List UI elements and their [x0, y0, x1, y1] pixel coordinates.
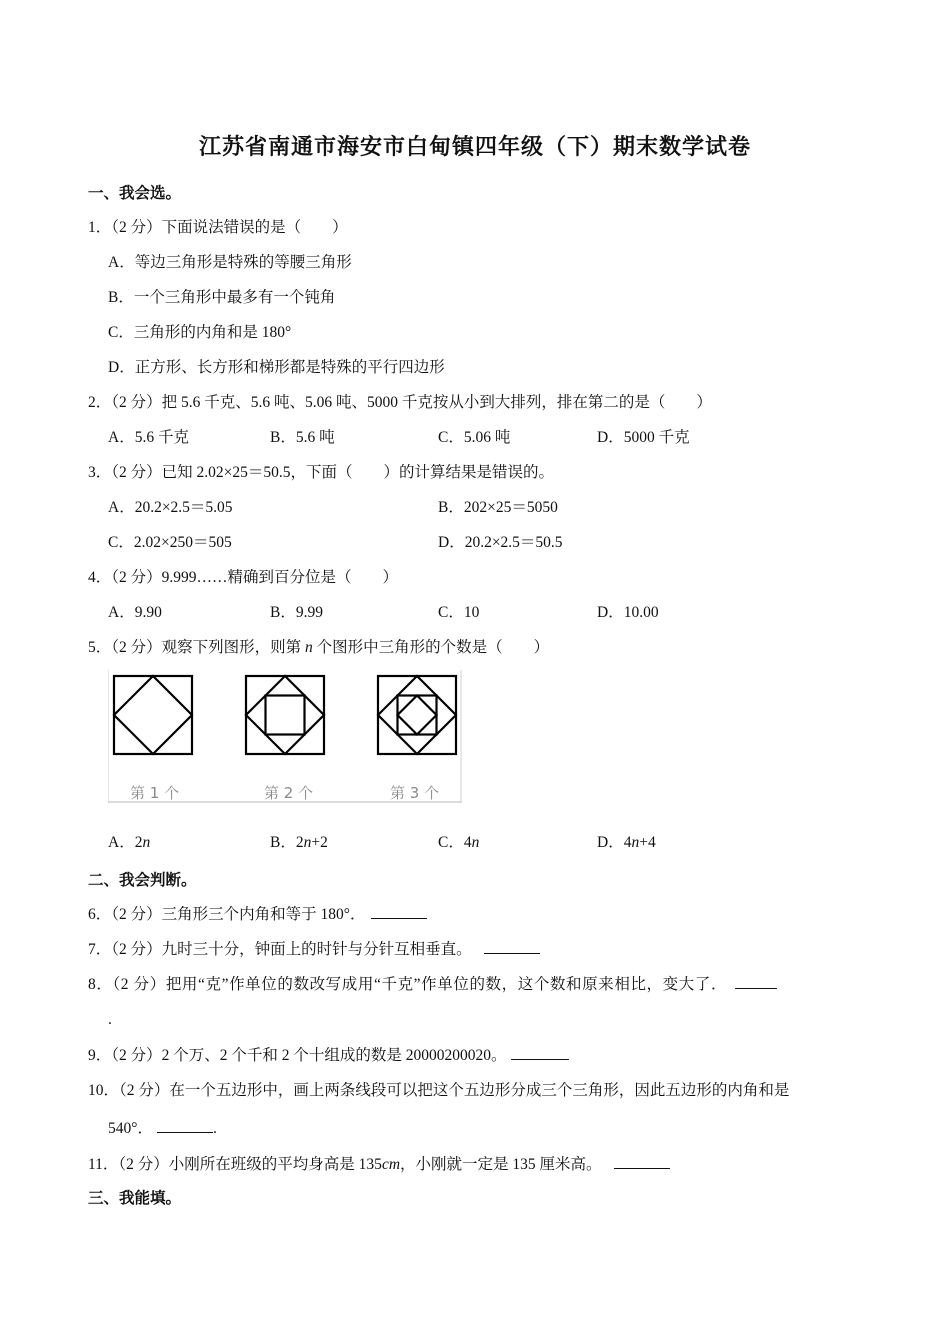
answer-blank[interactable]: [614, 1154, 670, 1169]
answer-blank[interactable]: [511, 1045, 569, 1060]
nested-squares-figure: [108, 670, 462, 804]
question-2-option-a: A．5.6 千克: [108, 429, 189, 446]
question-5-option-c: C．4n: [438, 834, 480, 851]
question-4-option-a: A．9.90: [108, 604, 162, 621]
question-3-option-d: D．20.2×2.5＝50.5: [438, 534, 563, 551]
question-1-stem: 1．（2 分）下面说法错误的是（ ）: [88, 219, 348, 236]
section-heading-judge: 二、我会判断。: [88, 872, 197, 889]
figure-label-1: 第 1 个: [130, 784, 180, 802]
page-title: 江苏省南通市海安市白甸镇四年级（下）期末数学试卷: [198, 134, 751, 159]
question-1-option-c: C．三角形的内角和是 180°: [108, 324, 292, 341]
question-3-option-a: A．20.2×2.5＝5.05: [108, 499, 233, 516]
question-8: 8．（2 分）把用“克”作单位的数改写成用“千克”作单位的数，这个数和原来相比，变大了．: [88, 974, 777, 995]
question-7: 7．（2 分）九时三十分，钟面上的时针与分针互相垂直。: [88, 939, 540, 960]
answer-blank[interactable]: [157, 1118, 213, 1133]
question-2-stem: 2．（2 分）把 5.6 千克、5.6 吨、5.06 吨、5000 千克按从小到大排列，排在第二的是（ ）: [88, 394, 712, 411]
question-2-option-b: B．5.6 吨: [270, 429, 335, 446]
figure-label-3: 第 3 个: [390, 784, 440, 802]
answer-blank[interactable]: [735, 974, 777, 989]
question-2-option-d: D．5000 千克: [597, 429, 690, 446]
question-1-option-a: A．等边三角形是特殊的等腰三角形: [108, 254, 352, 271]
question-5-option-a: A．2n: [108, 834, 151, 851]
answer-blank[interactable]: [371, 904, 427, 919]
question-9: 9．（2 分）2 个万、2 个千和 2 个十组成的数是 20000200020。: [88, 1045, 569, 1066]
figure-label-2: 第 2 个: [264, 784, 314, 802]
question-3-stem: 3．（2 分）已知 2.02×25＝50.5，下面（ ）的计算结果是错误的。: [88, 464, 554, 481]
question-4-stem: 4．（2 分）9.999……精确到百分位是（ ）: [88, 569, 399, 586]
section-heading-choose: 一、我会选。: [88, 185, 182, 202]
question-4-option-b: B．9.99: [270, 604, 323, 621]
question-10-line2: 540°． .: [108, 1120, 217, 1137]
question-3-option-b: B．202×25＝5050: [438, 499, 558, 516]
answer-blank[interactable]: [484, 939, 540, 954]
question-4-option-c: C．10: [438, 604, 480, 621]
question-6: 6．（2 分）三角形三个内角和等于 180°．: [88, 904, 427, 925]
question-3-option-c: C．2.02×250＝505: [108, 534, 232, 551]
question-1-option-d: D．正方形、长方形和梯形都是特殊的平行四边形: [108, 359, 445, 376]
question-5-option-d: D．4n+4: [597, 834, 656, 851]
question-10-stem: 10．（2 分）在一个五边形中，画上两条线段可以把这个五边形分成三个三角形，因此五边形的内角和是: [88, 1082, 790, 1099]
question-5-option-b: B．2n+2: [270, 834, 328, 851]
question-5-stem: 5．（2 分）观察下列图形，则第 n 个图形中三角形的个数是（ ）: [88, 639, 550, 656]
question-8-end: .: [108, 1011, 112, 1028]
question-4-option-d: D．10.00: [597, 604, 659, 621]
section-heading-fill: 三、我能填。: [88, 1190, 182, 1207]
question-1-option-b: B．一个三角形中最多有一个钝角: [108, 289, 336, 306]
question-2-option-c: C．5.06 吨: [438, 429, 511, 446]
question-11: 11．（2 分）小刚所在班级的平均身高是 135cm，小刚就一定是 135 厘米高。: [88, 1154, 670, 1175]
